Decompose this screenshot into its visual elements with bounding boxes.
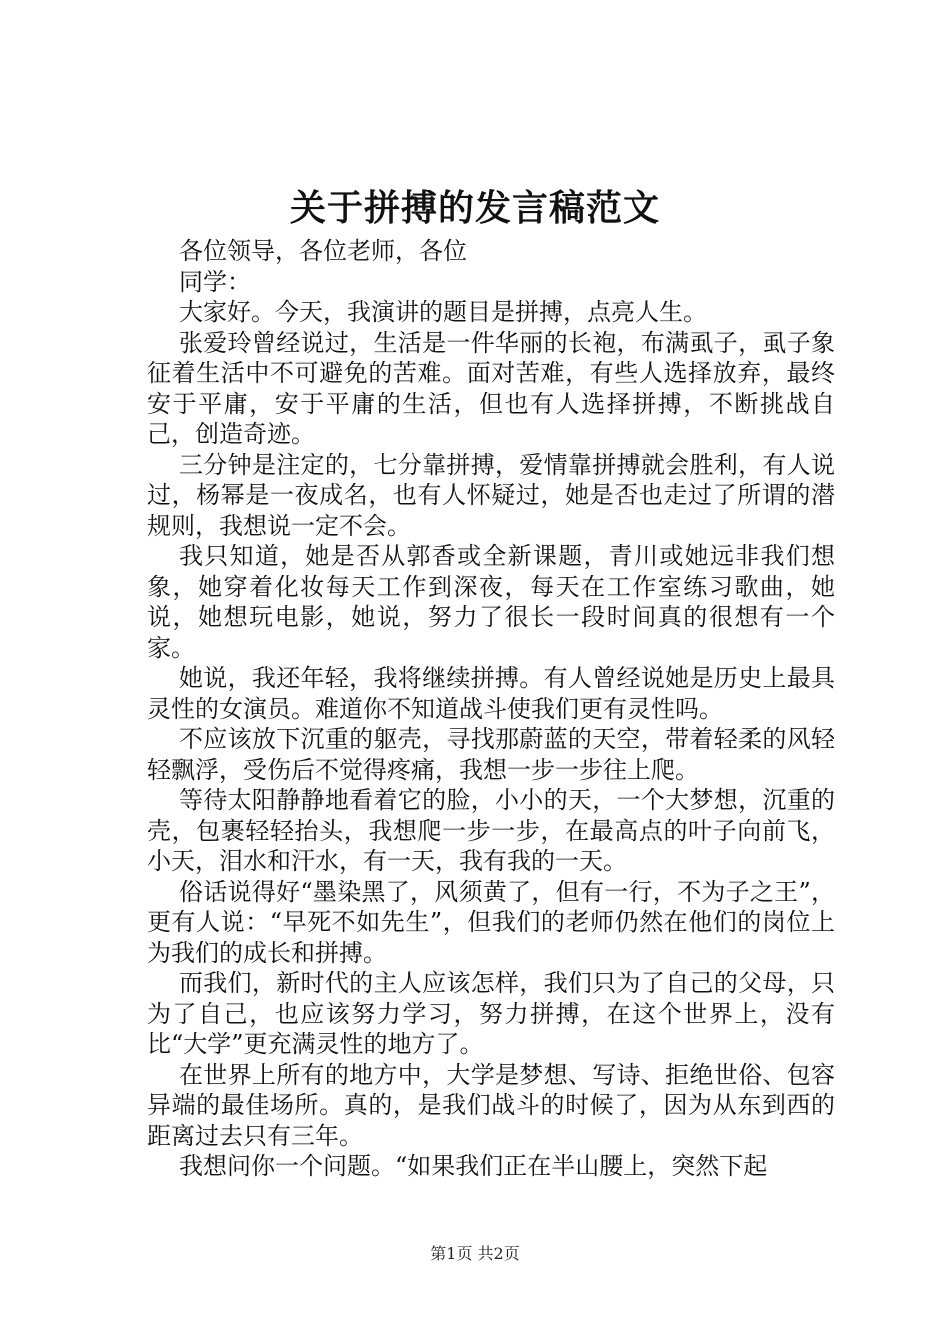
paragraph: 等待太阳静静地看着它的脸，小小的天，一个大梦想，沉重的壳，包裹轻轻抬头，我想爬一步一步，在最高点的叶子向前飞，小天，泪水和汗水，有一天，我有我的一天。 [147,786,835,875]
paragraph: 三分钟是注定的，七分靠拼搏，爱情靠拼搏就会胜利，有人说过，杨幂是一夜成名，也有人怀疑过，她是否也走过了所谓的潜规则，我想说一定不会。 [147,450,835,540]
greeting-line: 各位领导，各位老师，各位 [179,237,467,265]
page-footer: 第1页 共2页 [430,1244,520,1263]
paragraph: 在世界上所有的地方中，大学是梦想、写诗、拒绝世俗、包容异端的最佳场所。真的，是我们战斗的时候了，因为从东到西的距离过去只有三年。 [147,1060,835,1150]
paragraph: 而我们，新时代的主人应该怎样，我们只为了自己的父母，只为了自己，也应该努力学习，努力拼搏，在这个世界上，没有比“大学”更充满灵性的地方了。 [147,969,835,1058]
document-body [147,236,835,1182]
paragraph: 大家好。今天，我演讲的题目是拼搏，点亮人生。 [179,298,707,326]
paragraph: 不应该放下沉重的躯壳，寻找那蔚蓝的天空，带着轻柔的风轻轻飘浮，受伤后不觉得疼痛，我想一步一步往上爬。 [147,725,835,784]
greeting-line: 同学： [179,267,251,296]
document-title: 关于拼搏的发言稿范文 [289,187,660,229]
paragraph: 我想问你一个问题。“如果我们正在半山腰上，突然下起 [179,1152,768,1180]
paragraph: 我只知道，她是否从郭香或全新课题，青川或她远非我们想象，她穿着化妆每天工作到深夜，每天在工作室练习歌曲，她说，她想玩电影，她说，努力了很长一段时间真的很想有一个家。 [147,542,835,662]
paragraph: 俗话说得好“墨染黑了，风须黄了，但有一行，不为子之王”，更有人说：“早死不如先生”，但我们的老师仍然在他们的岗位上为我们的成长和拼搏。 [147,877,835,967]
paragraph: 她说，我还年轻，我将继续拼搏。有人曾经说她是历史上最具灵性的女演员。难道你不知道战斗使我们更有灵性吗。 [147,664,835,723]
paragraph: 张爱玲曾经说过，生活是一件华丽的长袍，布满虱子，虱子象征着生活中不可避免的苦难。面对苦难，有些人选择放弃，最终安于平庸，安于平庸的生活，但也有人选择拼搏，不断挑战自己，创造奇迹。 [147,328,835,448]
